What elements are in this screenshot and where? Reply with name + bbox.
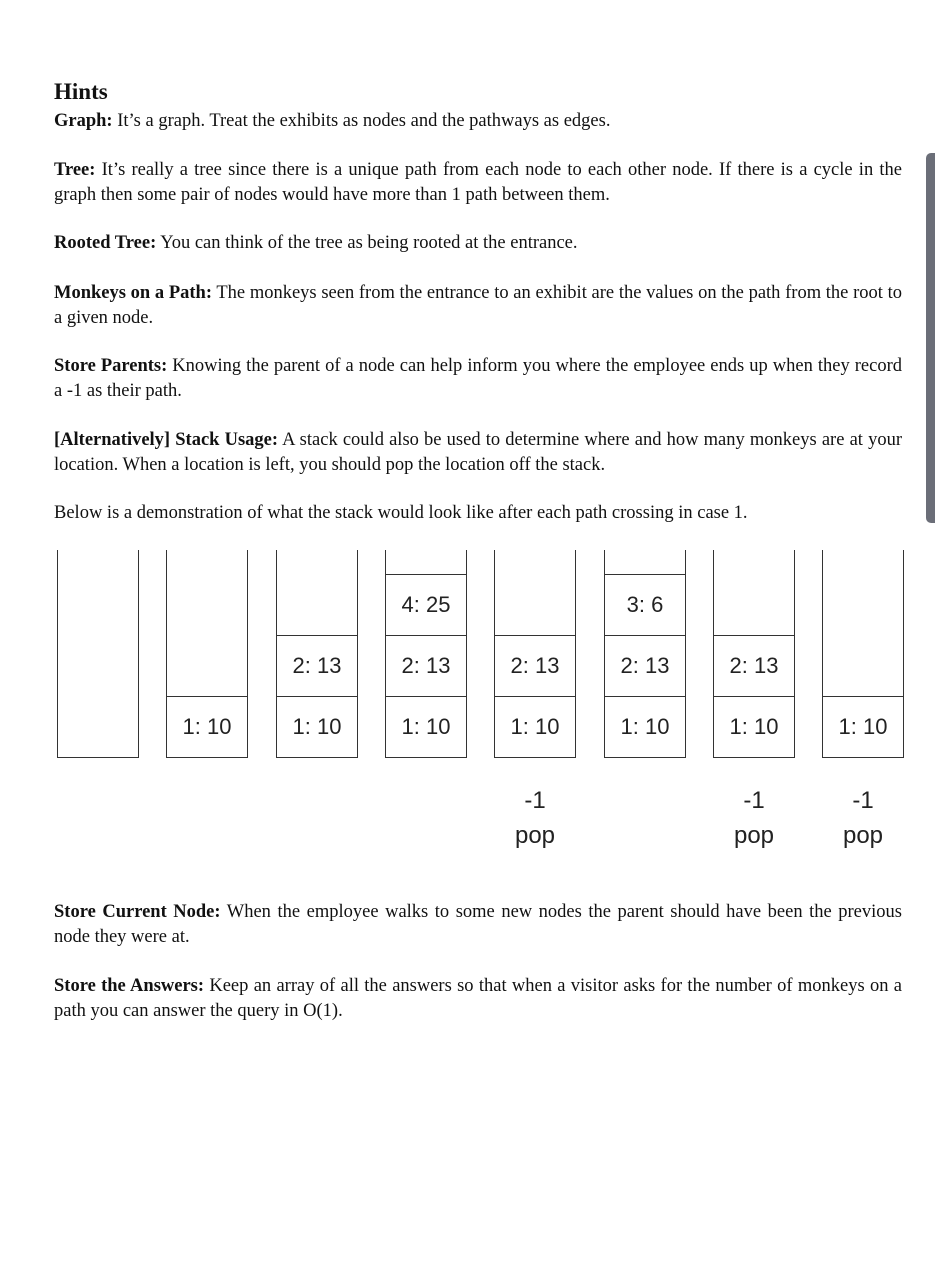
stack-cell: 2: 13: [605, 635, 685, 696]
stack-4: [385, 550, 467, 758]
stack-cell: 3: 6: [605, 574, 685, 635]
stack-op-value: -1: [852, 787, 874, 814]
hint-label: Store Current Node:: [54, 902, 221, 922]
stack-6: [604, 550, 686, 758]
hint-text: Below is a demonstration of what the stack would look like after each path crossing in case 1.: [54, 503, 748, 523]
hint-graph: [54, 109, 902, 134]
stack-cell: 1: 10: [386, 696, 466, 757]
stack-8: [822, 550, 904, 758]
stack-cell: 1: 10: [714, 696, 794, 757]
hint-text: It’s a graph. Treat the exhibits as nodes and the pathways as edges.: [112, 111, 611, 131]
stack-cell: 1: 10: [605, 696, 685, 757]
stack-op-value: -1: [524, 787, 546, 814]
hint-label: [Alternatively] Stack Usage:: [54, 430, 279, 450]
stack-cell: 2: 13: [277, 635, 357, 696]
stack-op-label: pop: [514, 822, 556, 849]
stack-demo-intro: [54, 501, 902, 526]
hint-stack-usage: [54, 428, 902, 477]
stack-cell: 1: 10: [495, 696, 575, 757]
hint-label: Store the Answers:: [54, 976, 205, 996]
stack-cell: 2: 13: [714, 635, 794, 696]
scrollbar[interactable]: [926, 153, 935, 523]
hint-text: The monkeys seen from the entrance to an exhibit are the values on the path from the root to a given node.: [54, 283, 902, 328]
hint-label: Graph:: [54, 111, 113, 131]
hint-store-answers: [54, 974, 902, 1023]
hint-label: Rooted Tree:: [54, 233, 157, 253]
stack-5: [494, 550, 576, 758]
stack-cell: 1: 10: [823, 696, 903, 757]
hint-text: Knowing the parent of a node can help inform you where the employee ends up when they record a -1 as their path.: [54, 356, 902, 401]
stack-2: [166, 550, 248, 758]
stack-diagram: [0, 545, 935, 875]
hint-text: You can think of the tree as being rooted at the entrance.: [156, 233, 578, 253]
stack-op-value: -1: [743, 787, 765, 814]
stack-7: [713, 550, 795, 758]
hint-label: Tree:: [54, 160, 96, 180]
hint-rooted-tree: [54, 231, 902, 256]
stack-op-label: pop: [733, 822, 775, 849]
stack-1: [57, 550, 139, 758]
stack-cell: 2: 13: [386, 635, 466, 696]
hint-store-parents: [54, 354, 902, 403]
stack-3: [276, 550, 358, 758]
hint-label: Store Parents:: [54, 356, 168, 376]
hint-store-current-node: [54, 900, 902, 949]
hint-label: Monkeys on a Path:: [54, 283, 212, 303]
hint-text: A stack could also be used to determine where and how many monkeys are at your location. When a location is left, you should pop the location off the stack.: [54, 430, 903, 475]
hint-monkeys-on-path: [54, 281, 902, 330]
stack-cell: 1: 10: [277, 696, 357, 757]
hint-text: It’s really a tree since there is a unique path from each node to each other node. If there is a cycle in the graph then some pair of nodes would have more than 1 path between them.: [54, 160, 902, 205]
stack-op-label: pop: [842, 822, 884, 849]
hint-tree: [54, 158, 902, 207]
hint-text: Keep an array of all the answers so that when a visitor asks for the number of monkeys on a path you can answer the query in O(1).: [54, 976, 902, 1021]
stack-cell: 4: 25: [386, 574, 466, 635]
stack-cell: 1: 10: [167, 696, 247, 757]
stack-cell: 2: 13: [495, 635, 575, 696]
page-title: Hints: [54, 79, 108, 104]
hint-text: When the employee walks to some new nodes the parent should have been the previous node they were at.: [54, 902, 902, 947]
